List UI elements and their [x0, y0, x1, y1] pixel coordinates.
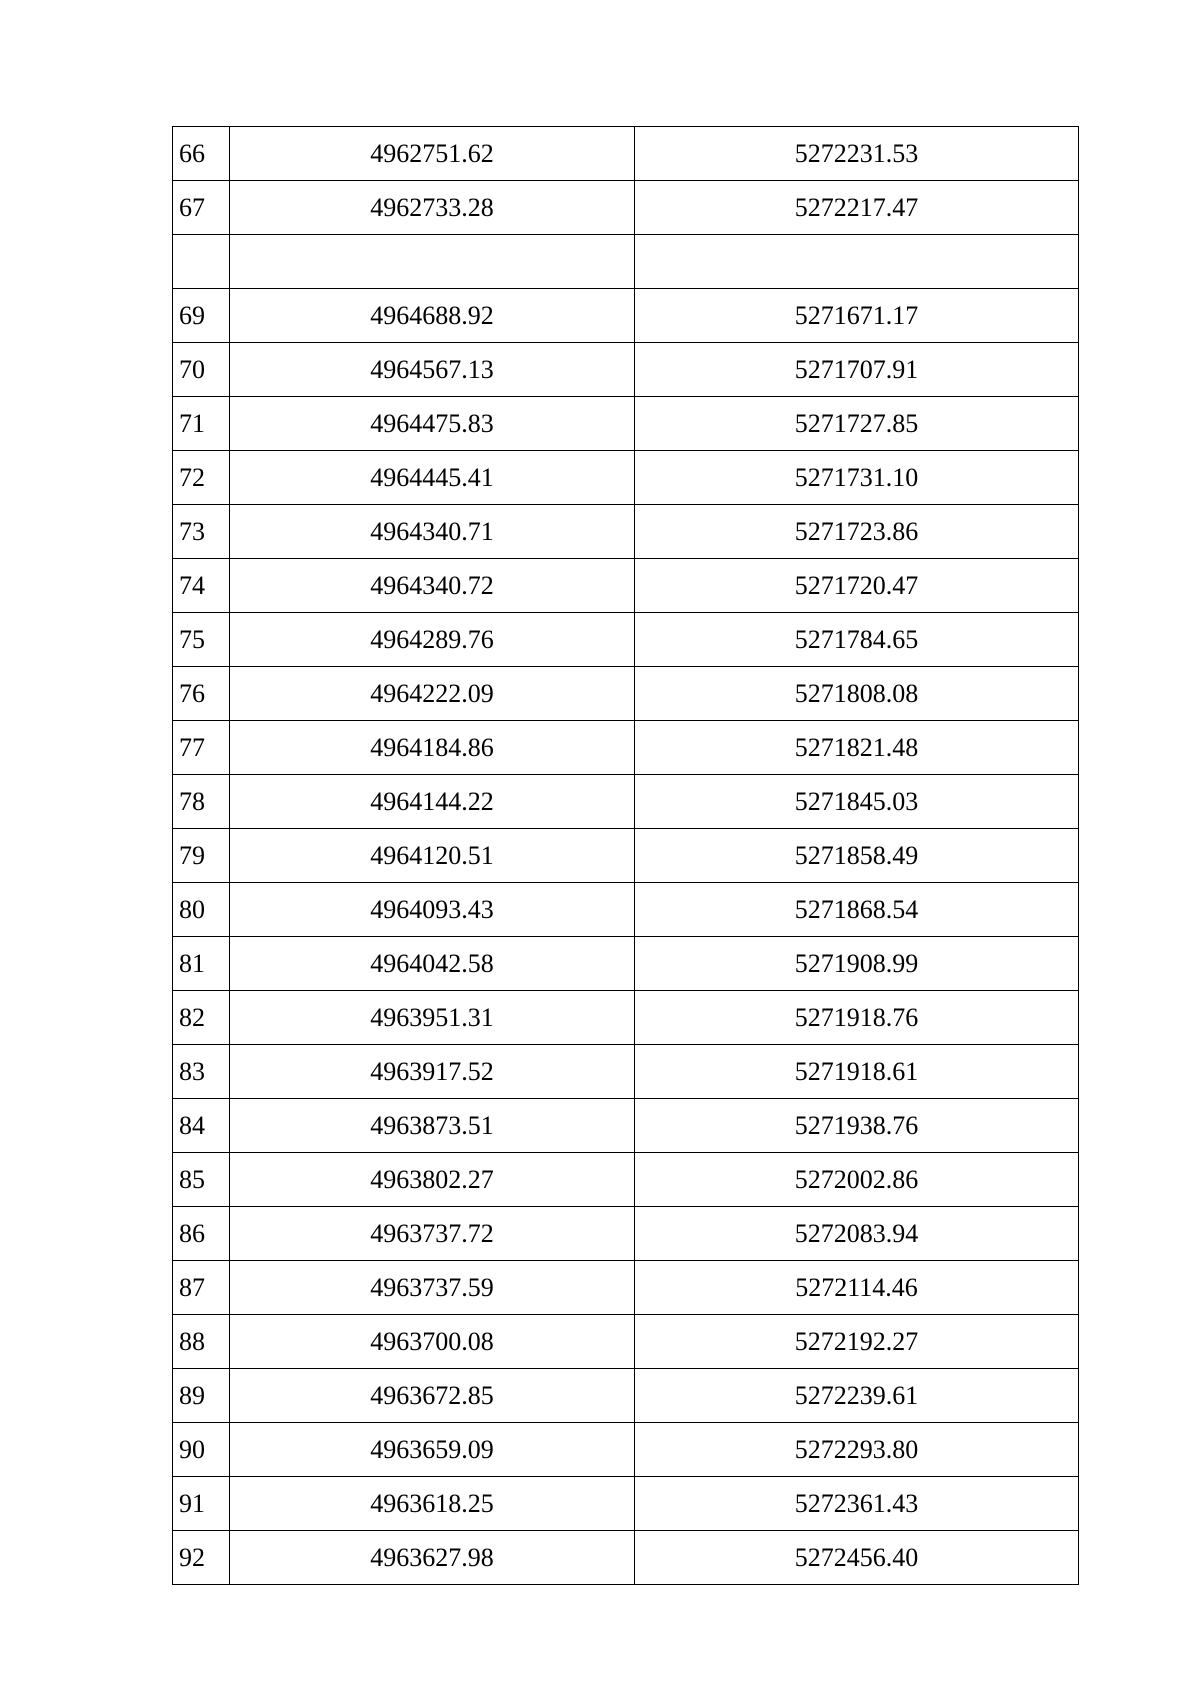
- x-coordinate-cell: 4962733.28: [230, 181, 635, 235]
- x-coordinate-cell: 4964222.09: [230, 667, 635, 721]
- table-row: [173, 883, 1079, 937]
- x-coordinate-cell: 4964184.86: [230, 721, 635, 775]
- point-number-cell: 77: [173, 721, 230, 775]
- table-row: [173, 289, 1079, 343]
- y-coordinate-cell: 5271918.61: [635, 1045, 1079, 1099]
- point-number-cell: [173, 235, 230, 289]
- table-row: [173, 1369, 1079, 1423]
- point-number-cell: 69: [173, 289, 230, 343]
- x-coordinate-cell: 4963873.51: [230, 1099, 635, 1153]
- point-number-cell: 82: [173, 991, 230, 1045]
- table-row: [173, 1531, 1079, 1585]
- point-number-cell: 76: [173, 667, 230, 721]
- table-row: [173, 1207, 1079, 1261]
- x-coordinate-cell: 4963951.31: [230, 991, 635, 1045]
- table-row: [173, 1045, 1079, 1099]
- x-coordinate-cell: 4964688.92: [230, 289, 635, 343]
- table-row: [173, 775, 1079, 829]
- y-coordinate-cell: 5272239.61: [635, 1369, 1079, 1423]
- y-coordinate-cell: 5272217.47: [635, 181, 1079, 235]
- coordinates-table: [172, 126, 1079, 1585]
- point-number-cell: 72: [173, 451, 230, 505]
- y-coordinate-cell: 5272083.94: [635, 1207, 1079, 1261]
- y-coordinate-cell: 5271845.03: [635, 775, 1079, 829]
- table-row: [173, 1315, 1079, 1369]
- y-coordinate-cell: 5271821.48: [635, 721, 1079, 775]
- point-number-cell: 79: [173, 829, 230, 883]
- table-row: [173, 991, 1079, 1045]
- table-row: [173, 1099, 1079, 1153]
- point-number-cell: 87: [173, 1261, 230, 1315]
- y-coordinate-cell: 5271720.47: [635, 559, 1079, 613]
- x-coordinate-cell: 4964289.76: [230, 613, 635, 667]
- y-coordinate-cell: 5271868.54: [635, 883, 1079, 937]
- table-row: [173, 1423, 1079, 1477]
- point-number-cell: 92: [173, 1531, 230, 1585]
- x-coordinate-cell: 4963627.98: [230, 1531, 635, 1585]
- x-coordinate-cell: 4964042.58: [230, 937, 635, 991]
- x-coordinate-cell: 4964567.13: [230, 343, 635, 397]
- point-number-cell: 66: [173, 127, 230, 181]
- x-coordinate-cell: 4964093.43: [230, 883, 635, 937]
- point-number-cell: 70: [173, 343, 230, 397]
- point-number-cell: 67: [173, 181, 230, 235]
- y-coordinate-cell: 5271707.91: [635, 343, 1079, 397]
- y-coordinate-cell: 5271727.85: [635, 397, 1079, 451]
- table-row: [173, 1477, 1079, 1531]
- x-coordinate-cell: 4963672.85: [230, 1369, 635, 1423]
- y-coordinate-cell: 5271908.99: [635, 937, 1079, 991]
- point-number-cell: 90: [173, 1423, 230, 1477]
- point-number-cell: 80: [173, 883, 230, 937]
- table-row: [173, 235, 1079, 289]
- table-row: [173, 505, 1079, 559]
- point-number-cell: 86: [173, 1207, 230, 1261]
- x-coordinate-cell: 4963802.27: [230, 1153, 635, 1207]
- point-number-cell: 89: [173, 1369, 230, 1423]
- table-row: [173, 559, 1079, 613]
- y-coordinate-cell: 5272456.40: [635, 1531, 1079, 1585]
- x-coordinate-cell: 4964475.83: [230, 397, 635, 451]
- point-number-cell: 74: [173, 559, 230, 613]
- x-coordinate-cell: 4964340.72: [230, 559, 635, 613]
- y-coordinate-cell: 5271784.65: [635, 613, 1079, 667]
- x-coordinate-cell: 4963737.72: [230, 1207, 635, 1261]
- table-row: [173, 613, 1079, 667]
- x-coordinate-cell: 4963618.25: [230, 1477, 635, 1531]
- table-row: [173, 397, 1079, 451]
- point-number-cell: 84: [173, 1099, 230, 1153]
- x-coordinate-cell: 4962751.62: [230, 127, 635, 181]
- point-number-cell: 83: [173, 1045, 230, 1099]
- y-coordinate-cell: [635, 235, 1079, 289]
- table-row: [173, 1153, 1079, 1207]
- y-coordinate-cell: 5271808.08: [635, 667, 1079, 721]
- point-number-cell: 85: [173, 1153, 230, 1207]
- y-coordinate-cell: 5272361.43: [635, 1477, 1079, 1531]
- table-row: [173, 127, 1079, 181]
- y-coordinate-cell: 5271723.86: [635, 505, 1079, 559]
- x-coordinate-cell: 4964120.51: [230, 829, 635, 883]
- y-coordinate-cell: 5271731.10: [635, 451, 1079, 505]
- point-number-cell: 71: [173, 397, 230, 451]
- point-number-cell: 75: [173, 613, 230, 667]
- table-row: [173, 721, 1079, 775]
- x-coordinate-cell: 4964445.41: [230, 451, 635, 505]
- point-number-cell: 88: [173, 1315, 230, 1369]
- point-number-cell: 78: [173, 775, 230, 829]
- y-coordinate-cell: 5271671.17: [635, 289, 1079, 343]
- x-coordinate-cell: [230, 235, 635, 289]
- x-coordinate-cell: 4963700.08: [230, 1315, 635, 1369]
- y-coordinate-cell: 5272192.27: [635, 1315, 1079, 1369]
- point-number-cell: 81: [173, 937, 230, 991]
- y-coordinate-cell: 5271938.76: [635, 1099, 1079, 1153]
- point-number-cell: 91: [173, 1477, 230, 1531]
- coordinates-table-body: [173, 127, 1079, 1585]
- table-row: [173, 1261, 1079, 1315]
- x-coordinate-cell: 4963917.52: [230, 1045, 635, 1099]
- table-row: [173, 181, 1079, 235]
- table-row: [173, 343, 1079, 397]
- y-coordinate-cell: 5272231.53: [635, 127, 1079, 181]
- x-coordinate-cell: 4963659.09: [230, 1423, 635, 1477]
- y-coordinate-cell: 5272114.46: [635, 1261, 1079, 1315]
- y-coordinate-cell: 5272002.86: [635, 1153, 1079, 1207]
- x-coordinate-cell: 4964340.71: [230, 505, 635, 559]
- y-coordinate-cell: 5271918.76: [635, 991, 1079, 1045]
- table-row: [173, 667, 1079, 721]
- point-number-cell: 73: [173, 505, 230, 559]
- y-coordinate-cell: 5272293.80: [635, 1423, 1079, 1477]
- table-row: [173, 829, 1079, 883]
- y-coordinate-cell: 5271858.49: [635, 829, 1079, 883]
- table-row: [173, 451, 1079, 505]
- x-coordinate-cell: 4964144.22: [230, 775, 635, 829]
- table-row: [173, 937, 1079, 991]
- x-coordinate-cell: 4963737.59: [230, 1261, 635, 1315]
